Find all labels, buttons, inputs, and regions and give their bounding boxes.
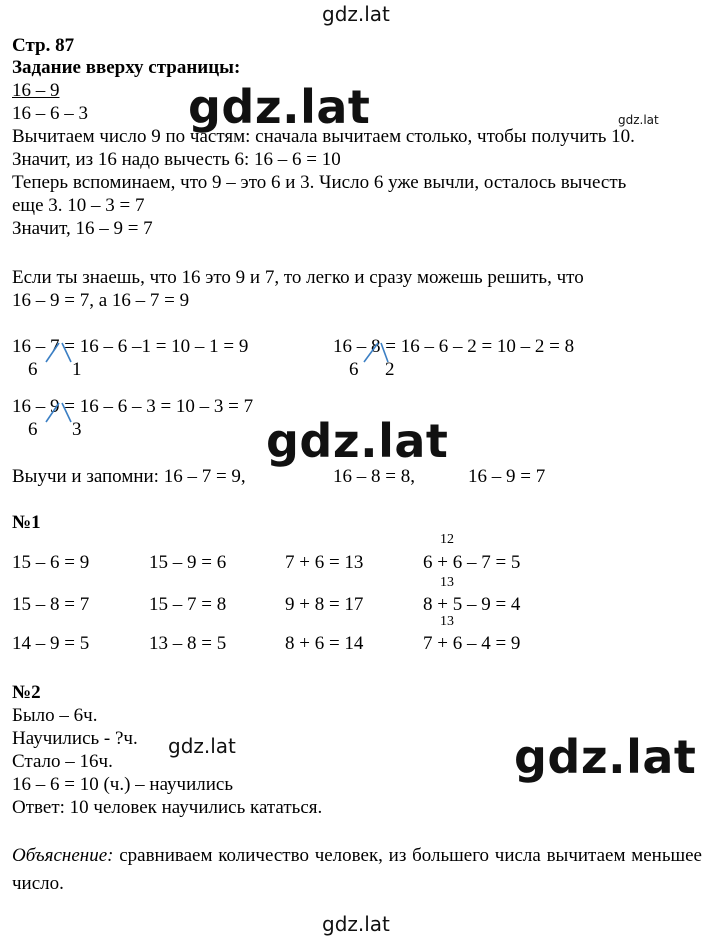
text-line: еще 3. 10 – 3 = 7 <box>12 195 145 216</box>
task-number: №1 <box>12 512 41 533</box>
explanation-paragraph <box>12 842 702 898</box>
decomposition-part: 2 <box>385 359 395 380</box>
decomposition-part: 3 <box>72 419 82 440</box>
text-line: Было – 6ч. <box>12 705 98 726</box>
watermark-bottom: gdz.lat <box>322 912 390 936</box>
decomposition-part: 6 <box>349 359 359 380</box>
text-line: Научились - ?ч. <box>12 728 138 749</box>
equation: 14 – 9 = 5 <box>12 633 90 654</box>
explanation-label: Объяснение: <box>12 845 114 866</box>
equation: 7 + 6 = 13 <box>285 552 364 573</box>
equation: 15 – 6 = 9 <box>12 552 90 573</box>
equation: 15 – 8 = 7 <box>12 594 90 615</box>
page-number: Стр. 87 <box>12 35 75 56</box>
equation: 8 + 5 – 9 = 4 <box>423 594 521 615</box>
memorize-expression: 16 – 9 = 7 <box>468 466 546 487</box>
text-line: Если ты знаешь, что 16 это 9 и 7, то легко и сразу можешь решить, что <box>12 267 584 288</box>
decomposition-part: 6 <box>28 359 38 380</box>
task-title: Задание вверху страницы: <box>12 57 241 78</box>
text-line: Стало – 16ч. <box>12 751 113 772</box>
decomposition-part: 1 <box>72 359 82 380</box>
decomposition-expression: 16 – 7 = 16 – 6 –1 = 10 – 1 = 9 <box>12 336 249 357</box>
watermark-large: gdz.lat <box>188 80 371 134</box>
watermark-small: gdz.lat <box>168 734 236 758</box>
equation: 15 – 9 = 6 <box>149 552 227 573</box>
equation: 15 – 7 = 8 <box>149 594 227 615</box>
text-line: 16 – 9 = 7, а 16 – 7 = 9 <box>12 290 190 311</box>
task-number: №2 <box>12 682 41 703</box>
answer-line: Ответ: 10 человек научились кататься. <box>12 797 323 818</box>
text-line: Значит, из 16 надо вычесть 6: 16 – 6 = 10 <box>12 149 341 170</box>
watermark-top: gdz.lat <box>322 2 390 26</box>
equation: 9 + 8 = 17 <box>285 594 364 615</box>
text-line: Теперь вспоминаем, что 9 – это 6 и 3. Число 6 уже вычли, осталось вычесть <box>12 172 627 193</box>
text-line: 16 – 9 <box>12 80 60 101</box>
superscript-number: 13 <box>440 575 454 590</box>
watermark-tiny: gdz.lat <box>618 113 659 127</box>
watermark-large: gdz.lat <box>266 414 449 468</box>
watermark-large: gdz.lat <box>514 730 697 784</box>
equation: 8 + 6 = 14 <box>285 633 364 654</box>
decomposition-part: 6 <box>28 419 38 440</box>
memorize-line: Выучи и запомни: 16 – 7 = 9, <box>12 466 246 487</box>
decomposition-expression: 16 – 9 = 16 – 6 – 3 = 10 – 3 = 7 <box>12 396 254 417</box>
superscript-number: 12 <box>440 532 454 547</box>
equation: 6 + 6 – 7 = 5 <box>423 552 521 573</box>
explanation-text: сравниваем количество человек, из большего числа вычитаем меньшее число. <box>12 845 702 894</box>
text-line: 16 – 6 – 3 <box>12 103 88 124</box>
equation: 7 + 6 – 4 = 9 <box>423 633 521 654</box>
equation: 13 – 8 = 5 <box>149 633 227 654</box>
memorize-expression: 16 – 8 = 8, <box>333 466 415 487</box>
text-line: Значит, 16 – 9 = 7 <box>12 218 153 239</box>
text-line: Вычитаем число 9 по частям: сначала вычитаем столько, чтобы получить 10. <box>12 126 635 147</box>
superscript-number: 13 <box>440 614 454 629</box>
decomposition-expression: 16 – 8 = 16 – 6 – 2 = 10 – 2 = 8 <box>333 336 575 357</box>
text-line: 16 – 6 = 10 (ч.) – научились <box>12 774 234 795</box>
